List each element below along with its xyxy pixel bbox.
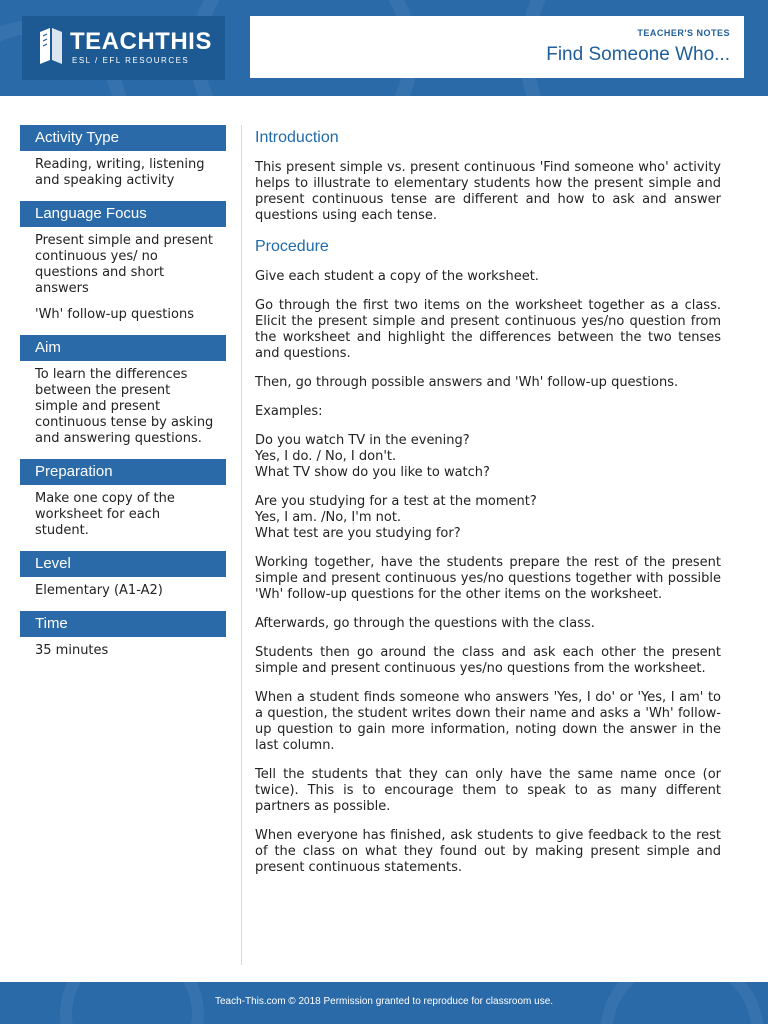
teachthis-logo[interactable]: [22, 16, 225, 80]
preparation-heading: Preparation: [20, 459, 226, 485]
example-question: Do you watch TV in the evening?: [255, 433, 470, 448]
activity-type-section: [20, 125, 226, 189]
language-focus-text-2: 'Wh' follow-up questions: [35, 307, 194, 322]
example-answer: Yes, I am. /No, I'm not.: [255, 510, 402, 525]
main-content: [255, 128, 721, 889]
sidebar: [20, 125, 226, 671]
logo-title: TEACHTHIS: [70, 28, 212, 55]
preparation-text: Make one copy of the worksheet for each student.: [35, 491, 175, 538]
activity-type-text: Reading, writing, listening and speaking activity: [35, 157, 205, 188]
copyright-text: Teach-This.com © 2018 Permission granted to reproduce for classroom use.: [214, 996, 554, 1007]
aim-text: To learn the differences between the present simple and present continuous tense by asking and answering questions.: [35, 367, 214, 446]
level-text: Elementary (A1-A2): [35, 583, 163, 598]
teachers-notes-label: TEACHER'S NOTES: [637, 28, 730, 38]
aim-section: [20, 335, 226, 447]
title-box: [250, 16, 744, 78]
procedure-step: Tell the students that they can only have the same name once (or twice). This is to encourage them to speak to as many different partners as possible.: [255, 767, 721, 814]
activity-type-heading: Activity Type: [20, 125, 226, 151]
aim-heading: Aim: [20, 335, 226, 361]
column-divider: [241, 125, 242, 965]
example-2: [255, 494, 721, 542]
book-icon: [36, 26, 66, 66]
procedure-step: Go through the first two items on the worksheet together as a class. Elicit the present simple and present continuous yes/no question from the worksheet and highlight the differences between the two tenses and questions.: [255, 298, 721, 361]
procedure-step: Students then go around the class and ask each other the present simple and present continuous yes/no questions from the worksheet.: [255, 645, 721, 676]
procedure-heading: Procedure: [255, 238, 329, 255]
introduction-text: This present simple vs. present continuous 'Find someone who' activity helps to illustrate to elementary students how the present simple and present continuous tense are different and how to ask and answer questions using each tense.: [255, 160, 721, 223]
procedure-step: When a student finds someone who answers 'Yes, I do' or 'Yes, I am' to a question, the student writes down their name and asks a 'Wh' follow-up question to gain more information, noting down the answer in the last column.: [255, 690, 721, 753]
example-1: [255, 433, 721, 481]
example-follow-up: What TV show do you like to watch?: [255, 465, 490, 480]
page-footer: [0, 982, 768, 1024]
preparation-section: [20, 459, 226, 539]
logo-subtitle: ESL / EFL RESOURCES: [72, 56, 190, 65]
document-title: Find Someone Who...: [546, 44, 730, 65]
introduction-heading: Introduction: [255, 129, 339, 146]
procedure-step: Working together, have the students prepare the rest of the present simple and present continuous yes/no questions together with possible 'Wh' follow-up questions for the other items on the worksheet.: [255, 555, 721, 602]
language-focus-text: Present simple and present continuous yes/ no questions and short answers: [35, 233, 213, 296]
language-focus-section: [20, 201, 226, 323]
time-text: 35 minutes: [35, 643, 109, 658]
time-heading: Time: [20, 611, 226, 637]
examples-label: Examples:: [255, 404, 323, 419]
example-answer: Yes, I do. / No, I don't.: [255, 449, 397, 464]
time-section: [20, 611, 226, 659]
level-section: [20, 551, 226, 599]
procedure-step: Give each student a copy of the worksheet.: [255, 269, 539, 284]
level-heading: Level: [20, 551, 226, 577]
procedure-step: Then, go through possible answers and 'Wh' follow-up questions.: [255, 375, 679, 390]
example-question: Are you studying for a test at the moment?: [255, 494, 537, 509]
page-header: [0, 0, 768, 96]
procedure-step: When everyone has finished, ask students to give feedback to the rest of the class on what they found out by making present simple and present continuous statements.: [255, 828, 721, 875]
procedure-step: Afterwards, go through the questions with the class.: [255, 616, 595, 631]
example-follow-up: What test are you studying for?: [255, 526, 461, 541]
language-focus-heading: Language Focus: [20, 201, 226, 227]
